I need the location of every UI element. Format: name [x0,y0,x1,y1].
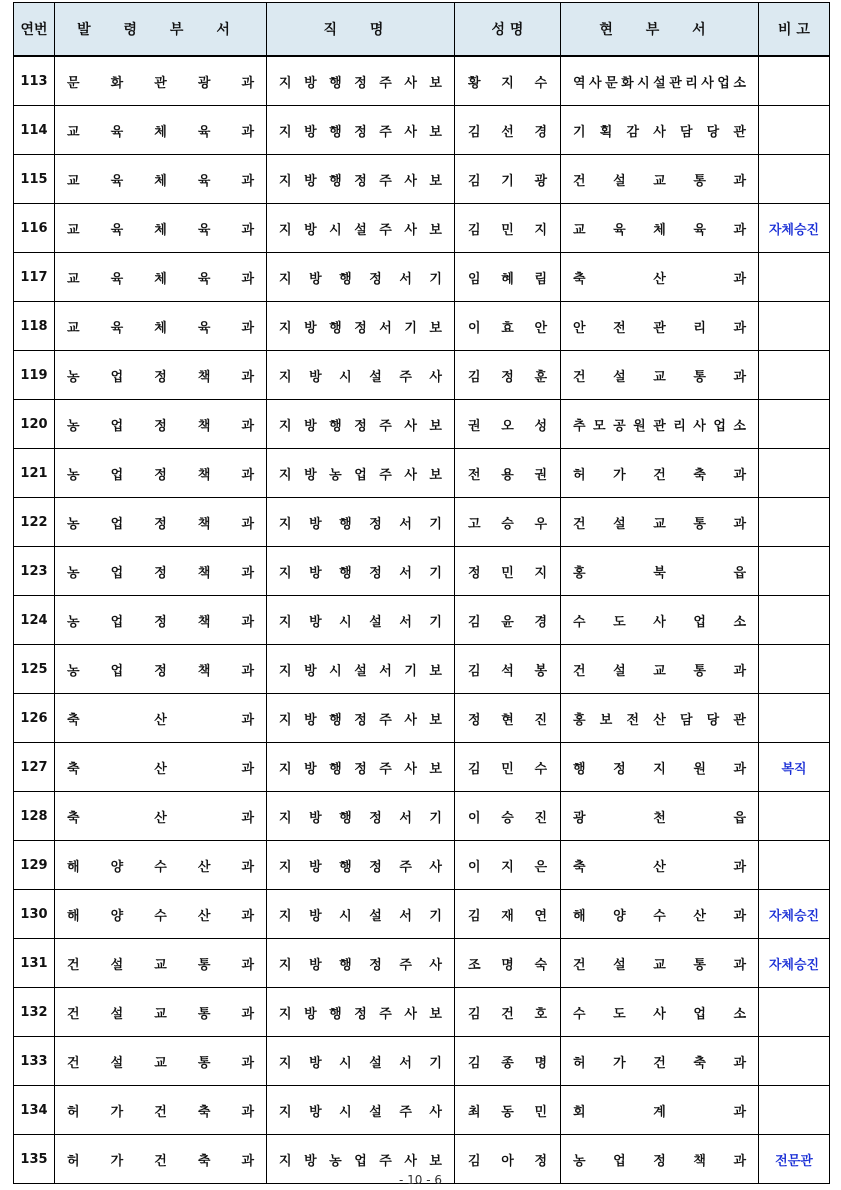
title-text: 지 방 농 업 주 사 보 [279,1153,442,1169]
dept-text: 교 육 체 육 과 [67,222,254,238]
cell-name [455,890,561,939]
name-text: 김 건 호 [468,1006,547,1022]
cell-current [561,841,759,890]
cell-title [267,1086,455,1135]
title-text: 지 방 행 정 서 기 [279,810,442,826]
cell-current [561,792,759,841]
cell-current [561,106,759,155]
table-row [14,204,830,253]
dept-text: 해 양 수 산 과 [67,908,254,924]
cell-dept [55,351,267,400]
table-row [14,498,830,547]
current-text: 추 모 공 원 관 리 사 업 소 [573,418,746,434]
current-text: 건 설 교 통 과 [573,516,746,532]
note-cell [759,988,830,1037]
dept-text: 농 업 정 책 과 [67,516,254,532]
note-cell [759,841,830,890]
note-cell [759,792,830,841]
row-number: 119 [14,351,55,400]
title-text: 지 방 시 설 주 사 [279,1104,442,1120]
cell-name [455,106,561,155]
dept-text: 농 업 정 책 과 [67,467,254,483]
cell-dept [55,645,267,694]
cell-current [561,155,759,204]
table-row [14,547,830,596]
cell-dept [55,1086,267,1135]
cell-title [267,743,455,792]
row-number: 116 [14,204,55,253]
name-text: 이 지 은 [468,859,547,875]
dept-text: 해 양 수 산 과 [67,859,254,875]
note-cell [759,596,830,645]
cell-title [267,400,455,449]
dept-text: 허 가 건 축 과 [67,1153,254,1169]
cell-dept [55,1037,267,1086]
cell-name [455,56,561,106]
cell-dept [55,400,267,449]
header-current: 현 부 서 [561,3,759,57]
cell-dept [55,253,267,302]
cell-dept [55,694,267,743]
name-text: 김 민 수 [468,761,547,777]
row-number: 115 [14,155,55,204]
cell-dept [55,792,267,841]
title-text: 지 방 행 정 주 사 보 [279,1006,442,1022]
dept-text: 축 산 과 [67,810,254,826]
cell-title [267,596,455,645]
title-text: 지 방 시 설 서 기 보 [279,663,442,679]
cell-name [455,596,561,645]
row-number: 113 [14,56,55,106]
note-cell: 자체승진 [759,939,830,988]
row-number: 117 [14,253,55,302]
dept-text: 농 업 정 책 과 [67,614,254,630]
current-text: 허 가 건 축 과 [573,467,746,483]
cell-title [267,56,455,106]
cell-name [455,743,561,792]
table-row [14,449,830,498]
cell-dept [55,302,267,351]
table-row [14,253,830,302]
table-row [14,106,830,155]
name-text: 임 혜 림 [468,271,547,287]
table-row [14,792,830,841]
title-text: 지 방 행 정 주 사 보 [279,173,442,189]
note-cell [759,1037,830,1086]
note-cell [759,645,830,694]
cell-name [455,449,561,498]
current-text: 건 설 교 통 과 [573,369,746,385]
cell-title [267,792,455,841]
current-text: 해 양 수 산 과 [573,908,746,924]
header-title: 직 명 [267,3,455,57]
table-row [14,841,830,890]
title-text: 지 방 행 정 주 사 보 [279,712,442,728]
current-text: 행 정 지 원 과 [573,761,746,777]
cell-name [455,1086,561,1135]
row-number: 121 [14,449,55,498]
title-text: 지 방 농 업 주 사 보 [279,467,442,483]
title-text: 지 방 시 설 주 사 [279,369,442,385]
header-no: 연번 [14,3,55,57]
name-text: 김 기 광 [468,173,547,189]
name-text: 김 선 경 [468,124,547,140]
cell-dept [55,56,267,106]
note-cell [759,56,830,106]
name-text: 전 용 권 [468,467,547,483]
table-row [14,1086,830,1135]
current-text: 교 육 체 육 과 [573,222,746,238]
cell-dept [55,939,267,988]
dept-text: 교 육 체 육 과 [67,173,254,189]
dept-text: 축 산 과 [67,761,254,777]
row-number: 122 [14,498,55,547]
note-cell [759,449,830,498]
name-text: 김 아 정 [468,1153,547,1169]
table-row [14,694,830,743]
table-body [14,56,830,1184]
dept-text: 건 설 교 통 과 [67,1006,254,1022]
row-number: 120 [14,400,55,449]
header-row [14,3,830,57]
title-text: 지 방 시 설 주 사 보 [279,222,442,238]
cell-dept [55,204,267,253]
cell-name [455,841,561,890]
cell-title [267,253,455,302]
dept-text: 교 육 체 육 과 [67,124,254,140]
cell-name [455,645,561,694]
name-text: 이 효 안 [468,320,547,336]
cell-current [561,694,759,743]
cell-current [561,253,759,302]
current-text: 안 전 관 리 과 [573,320,746,336]
cell-dept [55,988,267,1037]
current-text: 농 업 정 책 과 [573,1153,746,1169]
name-text: 고 승 우 [468,516,547,532]
name-text: 황 지 수 [468,75,547,91]
table-row [14,56,830,106]
table-row [14,1037,830,1086]
dept-text: 농 업 정 책 과 [67,565,254,581]
table-row [14,351,830,400]
note-cell [759,253,830,302]
title-text: 지 방 시 설 서 기 [279,908,442,924]
cell-name [455,988,561,1037]
table-row [14,155,830,204]
current-text: 광 천 읍 [573,810,746,826]
dept-text: 문 화 관 광 과 [67,75,254,91]
row-number: 118 [14,302,55,351]
cell-title [267,106,455,155]
title-text: 지 방 행 정 서 기 [279,516,442,532]
table-row [14,939,830,988]
cell-current [561,1037,759,1086]
row-number: 128 [14,792,55,841]
current-text: 역 사 문 화 시 설 관 리 사 업 소 [573,75,746,91]
note-cell [759,106,830,155]
current-text: 축 산 과 [573,859,746,875]
note-cell [759,155,830,204]
page-number: - 10 - 6 [398,1173,442,1187]
cell-name [455,694,561,743]
current-text: 수 도 사 업 소 [573,614,746,630]
cell-title [267,890,455,939]
header-note: 비 고 [759,3,830,57]
title-text: 지 방 행 정 주 사 보 [279,75,442,91]
cell-name [455,547,561,596]
table-row [14,743,830,792]
name-text: 김 재 연 [468,908,547,924]
title-text: 지 방 행 정 주 사 보 [279,761,442,777]
cell-dept [55,498,267,547]
row-number: 114 [14,106,55,155]
cell-current [561,596,759,645]
title-text: 지 방 시 설 서 기 [279,614,442,630]
cell-title [267,498,455,547]
cell-dept [55,890,267,939]
note-cell: 자체승진 [759,890,830,939]
cell-current [561,351,759,400]
cell-dept [55,547,267,596]
cell-name [455,792,561,841]
cell-title [267,841,455,890]
current-text: 건 설 교 통 과 [573,957,746,973]
title-text: 지 방 행 정 주 사 [279,859,442,875]
cell-name [455,155,561,204]
dept-text: 건 설 교 통 과 [67,957,254,973]
name-text: 김 종 명 [468,1055,547,1071]
name-text: 김 민 지 [468,222,547,238]
title-text: 지 방 행 정 서 기 보 [279,320,442,336]
dept-text: 건 설 교 통 과 [67,1055,254,1071]
cell-name [455,400,561,449]
name-text: 김 윤 경 [468,614,547,630]
name-text: 최 동 민 [468,1104,547,1120]
header-dept: 발 령 부 서 [55,3,267,57]
row-number: 125 [14,645,55,694]
cell-title [267,988,455,1037]
cell-title [267,155,455,204]
cell-current [561,302,759,351]
row-number: 133 [14,1037,55,1086]
row-number: 123 [14,547,55,596]
table-row [14,988,830,1037]
table-header [14,3,830,57]
table-row [14,890,830,939]
name-text: 정 민 지 [468,565,547,581]
cell-current [561,743,759,792]
cell-dept [55,155,267,204]
row-number: 130 [14,890,55,939]
cell-name [455,498,561,547]
row-number: 126 [14,694,55,743]
header-name: 성 명 [455,3,561,57]
row-number: 131 [14,939,55,988]
current-text: 수 도 사 업 소 [573,1006,746,1022]
cell-title [267,694,455,743]
title-text: 지 방 행 정 주 사 보 [279,124,442,140]
cell-title [267,204,455,253]
cell-dept [55,841,267,890]
cell-name [455,204,561,253]
cell-title [267,1037,455,1086]
current-text: 건 설 교 통 과 [573,173,746,189]
cell-current [561,939,759,988]
cell-title [267,939,455,988]
title-text: 지 방 행 정 서 기 [279,271,442,287]
current-text: 축 산 과 [573,271,746,287]
cell-name [455,253,561,302]
dept-text: 허 가 건 축 과 [67,1104,254,1120]
note-cell: 자체승진 [759,204,830,253]
dept-text: 교 육 체 육 과 [67,271,254,287]
cell-name [455,302,561,351]
current-text: 건 설 교 통 과 [573,663,746,679]
name-text: 김 석 봉 [468,663,547,679]
cell-dept [55,106,267,155]
cell-current [561,400,759,449]
cell-current [561,988,759,1037]
name-text: 정 현 진 [468,712,547,728]
cell-name [455,351,561,400]
row-number: 132 [14,988,55,1037]
current-text: 허 가 건 축 과 [573,1055,746,1071]
personnel-table [13,2,830,1184]
row-number: 135 [14,1135,55,1184]
cell-dept [55,449,267,498]
name-text: 김 정 훈 [468,369,547,385]
cell-dept [55,596,267,645]
cell-title [267,302,455,351]
dept-text: 교 육 체 육 과 [67,320,254,336]
cell-current [561,890,759,939]
current-text: 기 획 감 사 담 당 관 [573,124,746,140]
note-cell [759,302,830,351]
note-cell [759,351,830,400]
dept-text: 농 업 정 책 과 [67,663,254,679]
name-text: 조 명 숙 [468,957,547,973]
title-text: 지 방 시 설 서 기 [279,1055,442,1071]
row-number: 127 [14,743,55,792]
note-cell [759,498,830,547]
table-row [14,400,830,449]
table-row [14,645,830,694]
note-cell [759,1086,830,1135]
cell-title [267,547,455,596]
note-cell [759,547,830,596]
name-text: 이 승 진 [468,810,547,826]
dept-text: 농 업 정 책 과 [67,418,254,434]
cell-current [561,498,759,547]
dept-text: 축 산 과 [67,712,254,728]
cell-title [267,351,455,400]
title-text: 지 방 행 정 주 사 [279,957,442,973]
row-number: 124 [14,596,55,645]
cell-current [561,645,759,694]
cell-title [267,449,455,498]
table-row [14,596,830,645]
table-row [14,302,830,351]
current-text: 회 계 과 [573,1104,746,1120]
note-cell [759,694,830,743]
name-text: 권 오 성 [468,418,547,434]
cell-title [267,645,455,694]
cell-current [561,547,759,596]
cell-current [561,56,759,106]
cell-name [455,1037,561,1086]
dept-text: 농 업 정 책 과 [67,369,254,385]
cell-name [455,939,561,988]
note-cell: 복직 [759,743,830,792]
cell-current [561,1086,759,1135]
title-text: 지 방 행 정 서 기 [279,565,442,581]
cell-current [561,449,759,498]
note-cell: 전문관 [759,1135,830,1184]
cell-dept [55,743,267,792]
cell-current [561,204,759,253]
row-number: 134 [14,1086,55,1135]
note-cell [759,400,830,449]
row-number: 129 [14,841,55,890]
current-text: 홍 북 읍 [573,565,746,581]
title-text: 지 방 행 정 주 사 보 [279,418,442,434]
current-text: 홍 보 전 산 담 당 관 [573,712,746,728]
